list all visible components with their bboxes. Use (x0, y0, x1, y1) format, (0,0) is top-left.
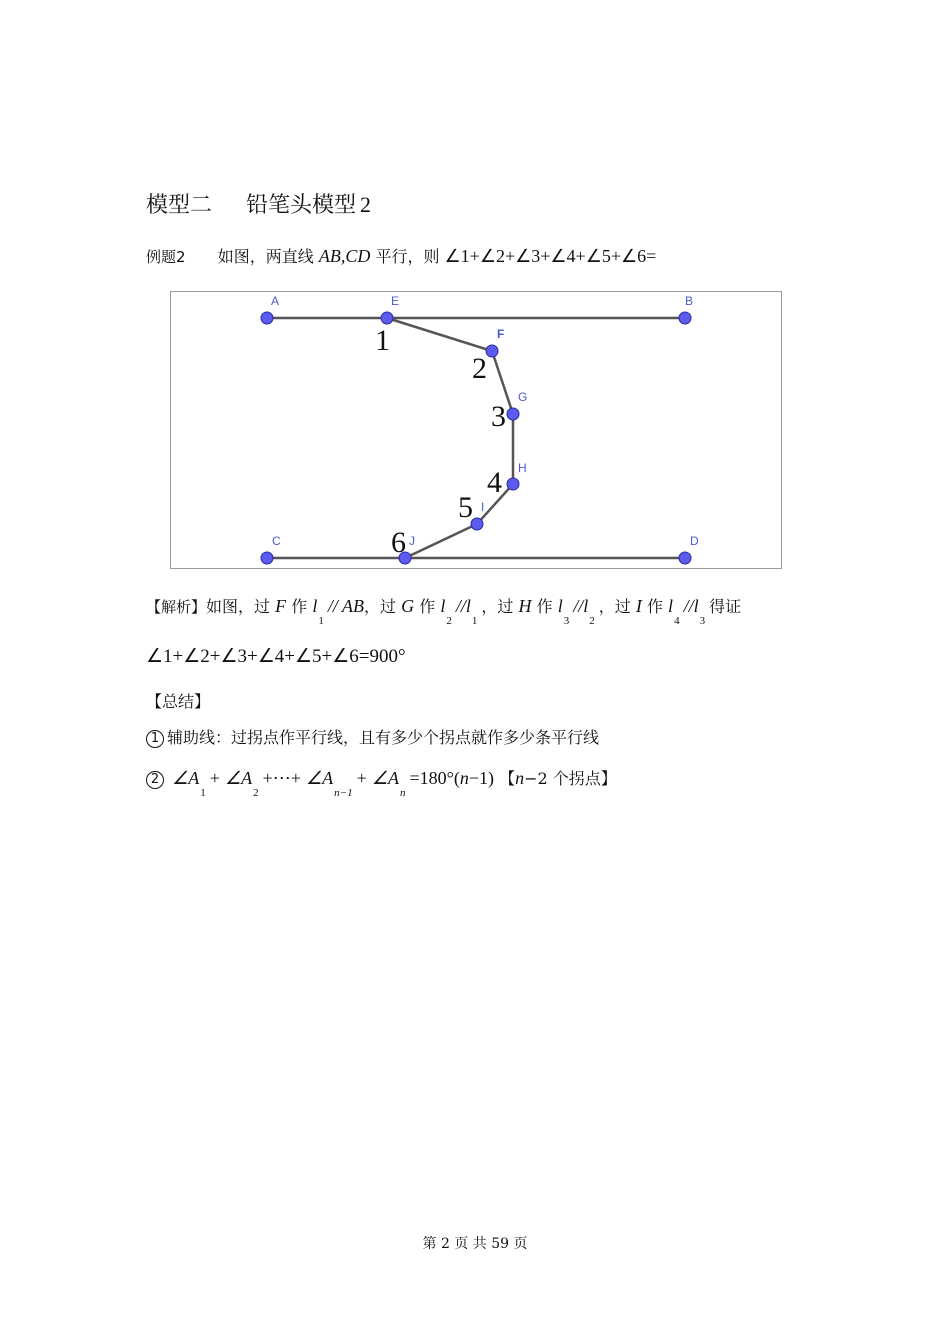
angle-3: 3 (491, 400, 506, 433)
analysis-text-3: ，过 (481, 597, 514, 616)
note-open: 【 (499, 769, 516, 788)
point-h (507, 478, 519, 490)
sub-3: 3 (563, 615, 570, 627)
angle-an: ∠A (371, 768, 399, 788)
label-d: D (690, 534, 699, 548)
rhs-minus-1: −1) (468, 768, 494, 788)
angle-2: 2 (472, 352, 487, 385)
label-i: I (481, 500, 485, 514)
example-lines: AB,CD (318, 246, 371, 266)
example-text-prefix: 如图，两直线 (217, 247, 314, 266)
line-l3: l (557, 596, 563, 616)
angle-a1: ∠A (172, 768, 200, 788)
model-label: 模型二 (146, 193, 213, 218)
parallel-3: // (683, 596, 694, 616)
plus-2: + (356, 768, 367, 788)
line-l1b: l (465, 596, 471, 616)
angle-a2: ∠A (224, 768, 253, 788)
summary-label: 【总结】 (146, 692, 211, 711)
analysis-label: 【解析】 (146, 598, 207, 616)
line-l2b: l (583, 596, 589, 616)
section-heading (146, 188, 371, 219)
sub-2: 2 (446, 615, 452, 627)
point-b (679, 312, 691, 324)
point-g-ref: G (401, 596, 415, 616)
point-h-ref: H (518, 596, 532, 616)
line-l1: l (312, 596, 318, 616)
point-a (261, 312, 273, 324)
parallel-ab: // AB (327, 596, 365, 616)
analysis-text-5: 得证 (709, 597, 742, 616)
analysis-line (146, 594, 742, 627)
analysis-result: ∠1+∠2+∠3+∠4+∠5+∠6=900° (146, 646, 406, 667)
angle-6: 6 (391, 526, 406, 559)
geometry-figure (170, 291, 782, 569)
point-f-ref: F (275, 596, 287, 616)
sub-a1: 1 (200, 787, 206, 799)
point-d (679, 552, 691, 564)
note-n: n (515, 768, 525, 788)
parallel-2: // (573, 596, 584, 616)
zuo-1: 作 (291, 597, 308, 616)
label-f: F (497, 327, 505, 341)
plus-1: + (209, 768, 220, 788)
zuo-3: 作 (536, 597, 553, 616)
summary-item-2 (146, 766, 617, 799)
model-title: 铅笔头模型 (246, 193, 357, 218)
sub-1b: 1 (471, 615, 478, 627)
sub-a2: 2 (253, 787, 259, 799)
plus-dots: +⋯+ (262, 768, 301, 788)
note-text: −2 个拐点】 (524, 769, 617, 788)
line-l2: l (440, 596, 446, 616)
analysis-text-1: 如图，过 (206, 597, 271, 616)
point-e (381, 312, 393, 324)
angle-1: 1 (375, 324, 390, 357)
point-g (507, 408, 519, 420)
label-g: G (518, 390, 528, 404)
analysis-text-4: ，过 (598, 597, 631, 616)
sub-2b: 2 (589, 615, 595, 627)
rhs-180: =180°( (409, 768, 460, 788)
label-e: E (391, 294, 400, 308)
label-c: C (272, 534, 281, 548)
sub-4: 4 (674, 615, 680, 627)
label-h: H (518, 461, 527, 475)
label-j: J (409, 534, 415, 548)
point-f (486, 345, 498, 357)
angle-4: 4 (487, 466, 502, 499)
circled-number-1: 1 (146, 730, 164, 748)
zuo-2: 作 (419, 597, 436, 616)
example-text-mid: 平行，则 (375, 247, 440, 266)
line-l3b: l (693, 596, 699, 616)
analysis-text-2: ，过 (364, 597, 397, 616)
circled-number-2: 2 (146, 771, 164, 789)
sub-an: n (400, 787, 406, 799)
sub-1: 1 (318, 615, 324, 627)
model-number: 2 (360, 192, 372, 217)
label-a: A (271, 294, 280, 308)
sub-3b: 3 (699, 615, 706, 627)
example-label: 例题2 (146, 248, 186, 266)
summary-item-1-text: 辅助线：过拐点作平行线，且有多少个拐点就作多少条平行线 (167, 728, 600, 747)
point-i-ref: I (635, 596, 642, 616)
summary-item-1 (146, 725, 599, 748)
sub-an1: n−1 (334, 787, 353, 799)
figure-svg (171, 292, 781, 568)
example-expression: ∠1+∠2+∠3+∠4+∠5+∠6= (444, 246, 657, 266)
point-c (261, 552, 273, 564)
angle-an1: ∠A (306, 768, 334, 788)
page-footer: 第 2 页 共 59 页 (422, 1236, 528, 1252)
line-l4: l (668, 596, 674, 616)
rhs-n: n (459, 768, 469, 788)
angle-5: 5 (458, 491, 473, 524)
parallel-1: // (455, 596, 466, 616)
label-b: B (685, 294, 694, 308)
zuo-4: 作 (646, 597, 663, 616)
example-question (146, 244, 656, 267)
